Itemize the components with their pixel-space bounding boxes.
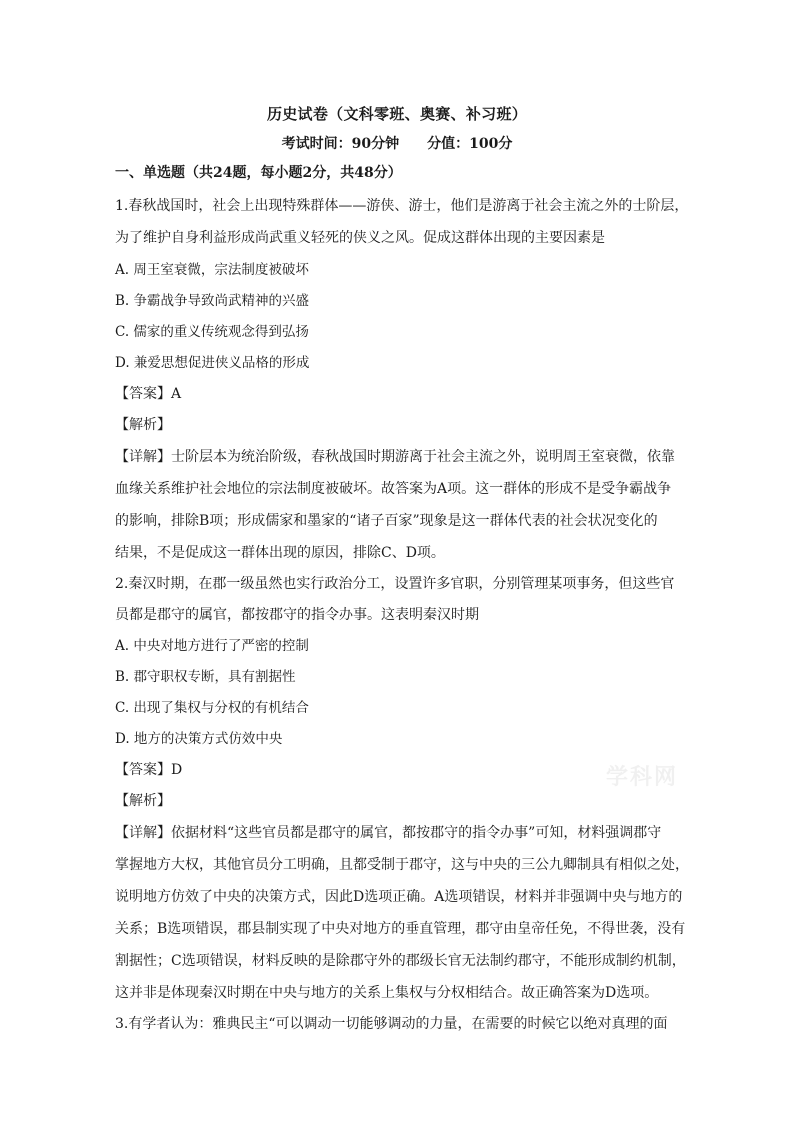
exam-info — [0, 133, 794, 153]
explanation-text: 【详解】士阶层本为统治阶级，春秋战国时期游离于社会主流之外，说明周王室衰微，依靠 — [115, 449, 675, 465]
explanation-text: 割据性；C选项错误，材料反映的是除郡守外的郡级长官无法制约郡守，不能形成制约机制， — [115, 953, 686, 969]
question-text: 2.秦汉时期，在郡一级虽然也实行政治分工，设置许多官职，分别管理某项事务，但这些官 — [115, 576, 675, 592]
answer: 【答案】D — [115, 762, 183, 778]
question-text: 3.有学者认为：雅典民主“可以调动一切能够调动的力量，在需要的时候它以绝对真理的面 — [115, 1016, 668, 1032]
option: A. 中央对地方进行了严密的控制 — [115, 638, 309, 654]
explanation-text: 说明地方仿效了中央的决策方式，因此D选项正确。A选项错误，材料并非强调中央与地方的 — [115, 889, 683, 905]
option: C. 出现了集权与分权的有机结合 — [115, 700, 309, 716]
option: C. 儒家的重义传统观念得到弘扬 — [115, 324, 309, 340]
explanation-text: 的影响，排除B项；形成儒家和墨家的“诸子百家”现象是这一群体代表的社会状况变化的 — [115, 513, 658, 529]
explanation-text: 【详解】依据材料“这些官员都是郡守的属官，都按郡守的指令办事”可知，材料强调郡守 — [115, 825, 662, 841]
option: D. 兼爱思想促进侠义品格的形成 — [115, 355, 310, 371]
question-text: 员都是郡守的属官，都按郡守的指令办事。这表明秦汉时期 — [115, 607, 479, 623]
option: D. 地方的决策方式仿效中央 — [115, 731, 283, 747]
exam-title: 历史试卷（文科零班、奥赛、补习班） — [266, 105, 528, 123]
explanation-text: 关系；B选项错误，郡县制实现了中央对地方的垂直管理，郡守由皇帝任免，不得世袭，没有 — [115, 921, 686, 937]
explanation-text: 掌握地方大权，其他官员分工明确，且都受制于郡守，这与中央的三公九卿制具有相似之处， — [115, 857, 689, 873]
exam-time: 考试时间：90分钟 — [281, 136, 400, 152]
explanation-text: 结果，不是促成这一群体出现的原因，排除C、D项。 — [115, 545, 445, 561]
question-text: 1.春秋战国时，社会上出现特殊群体——游侠、游士，他们是游离于社会主流之外的士阶层， — [115, 198, 689, 214]
analysis-label: 【解析】 — [115, 793, 171, 809]
watermark: 学科网 — [606, 764, 679, 790]
option: B. 郡守职权专断，具有割据性 — [115, 669, 296, 685]
section-heading: 一、单选题（共24题，每小题2分，共48分） — [115, 165, 402, 181]
option: B. 争霸战争导致尚武精神的兴盛 — [115, 293, 310, 309]
analysis-label: 【解析】 — [115, 417, 171, 433]
explanation-text: 这并非是体现秦汉时期在中央与地方的关系上集权与分权相结合。故正确答案为D选项。 — [115, 985, 659, 1001]
exam-score: 分值：100分 — [427, 136, 513, 152]
question-text: 为了维护自身利益形成尚武重义轻死的侠义之风。促成这群体出现的主要因素是 — [115, 230, 605, 246]
answer: 【答案】A — [115, 386, 182, 402]
explanation-text: 血缘关系维护社会地位的宗法制度被破坏。故答案为A项。这一群体的形成不是受争霸战争 — [115, 481, 672, 497]
option: A. 周王室衰微，宗法制度被破坏 — [115, 262, 309, 278]
